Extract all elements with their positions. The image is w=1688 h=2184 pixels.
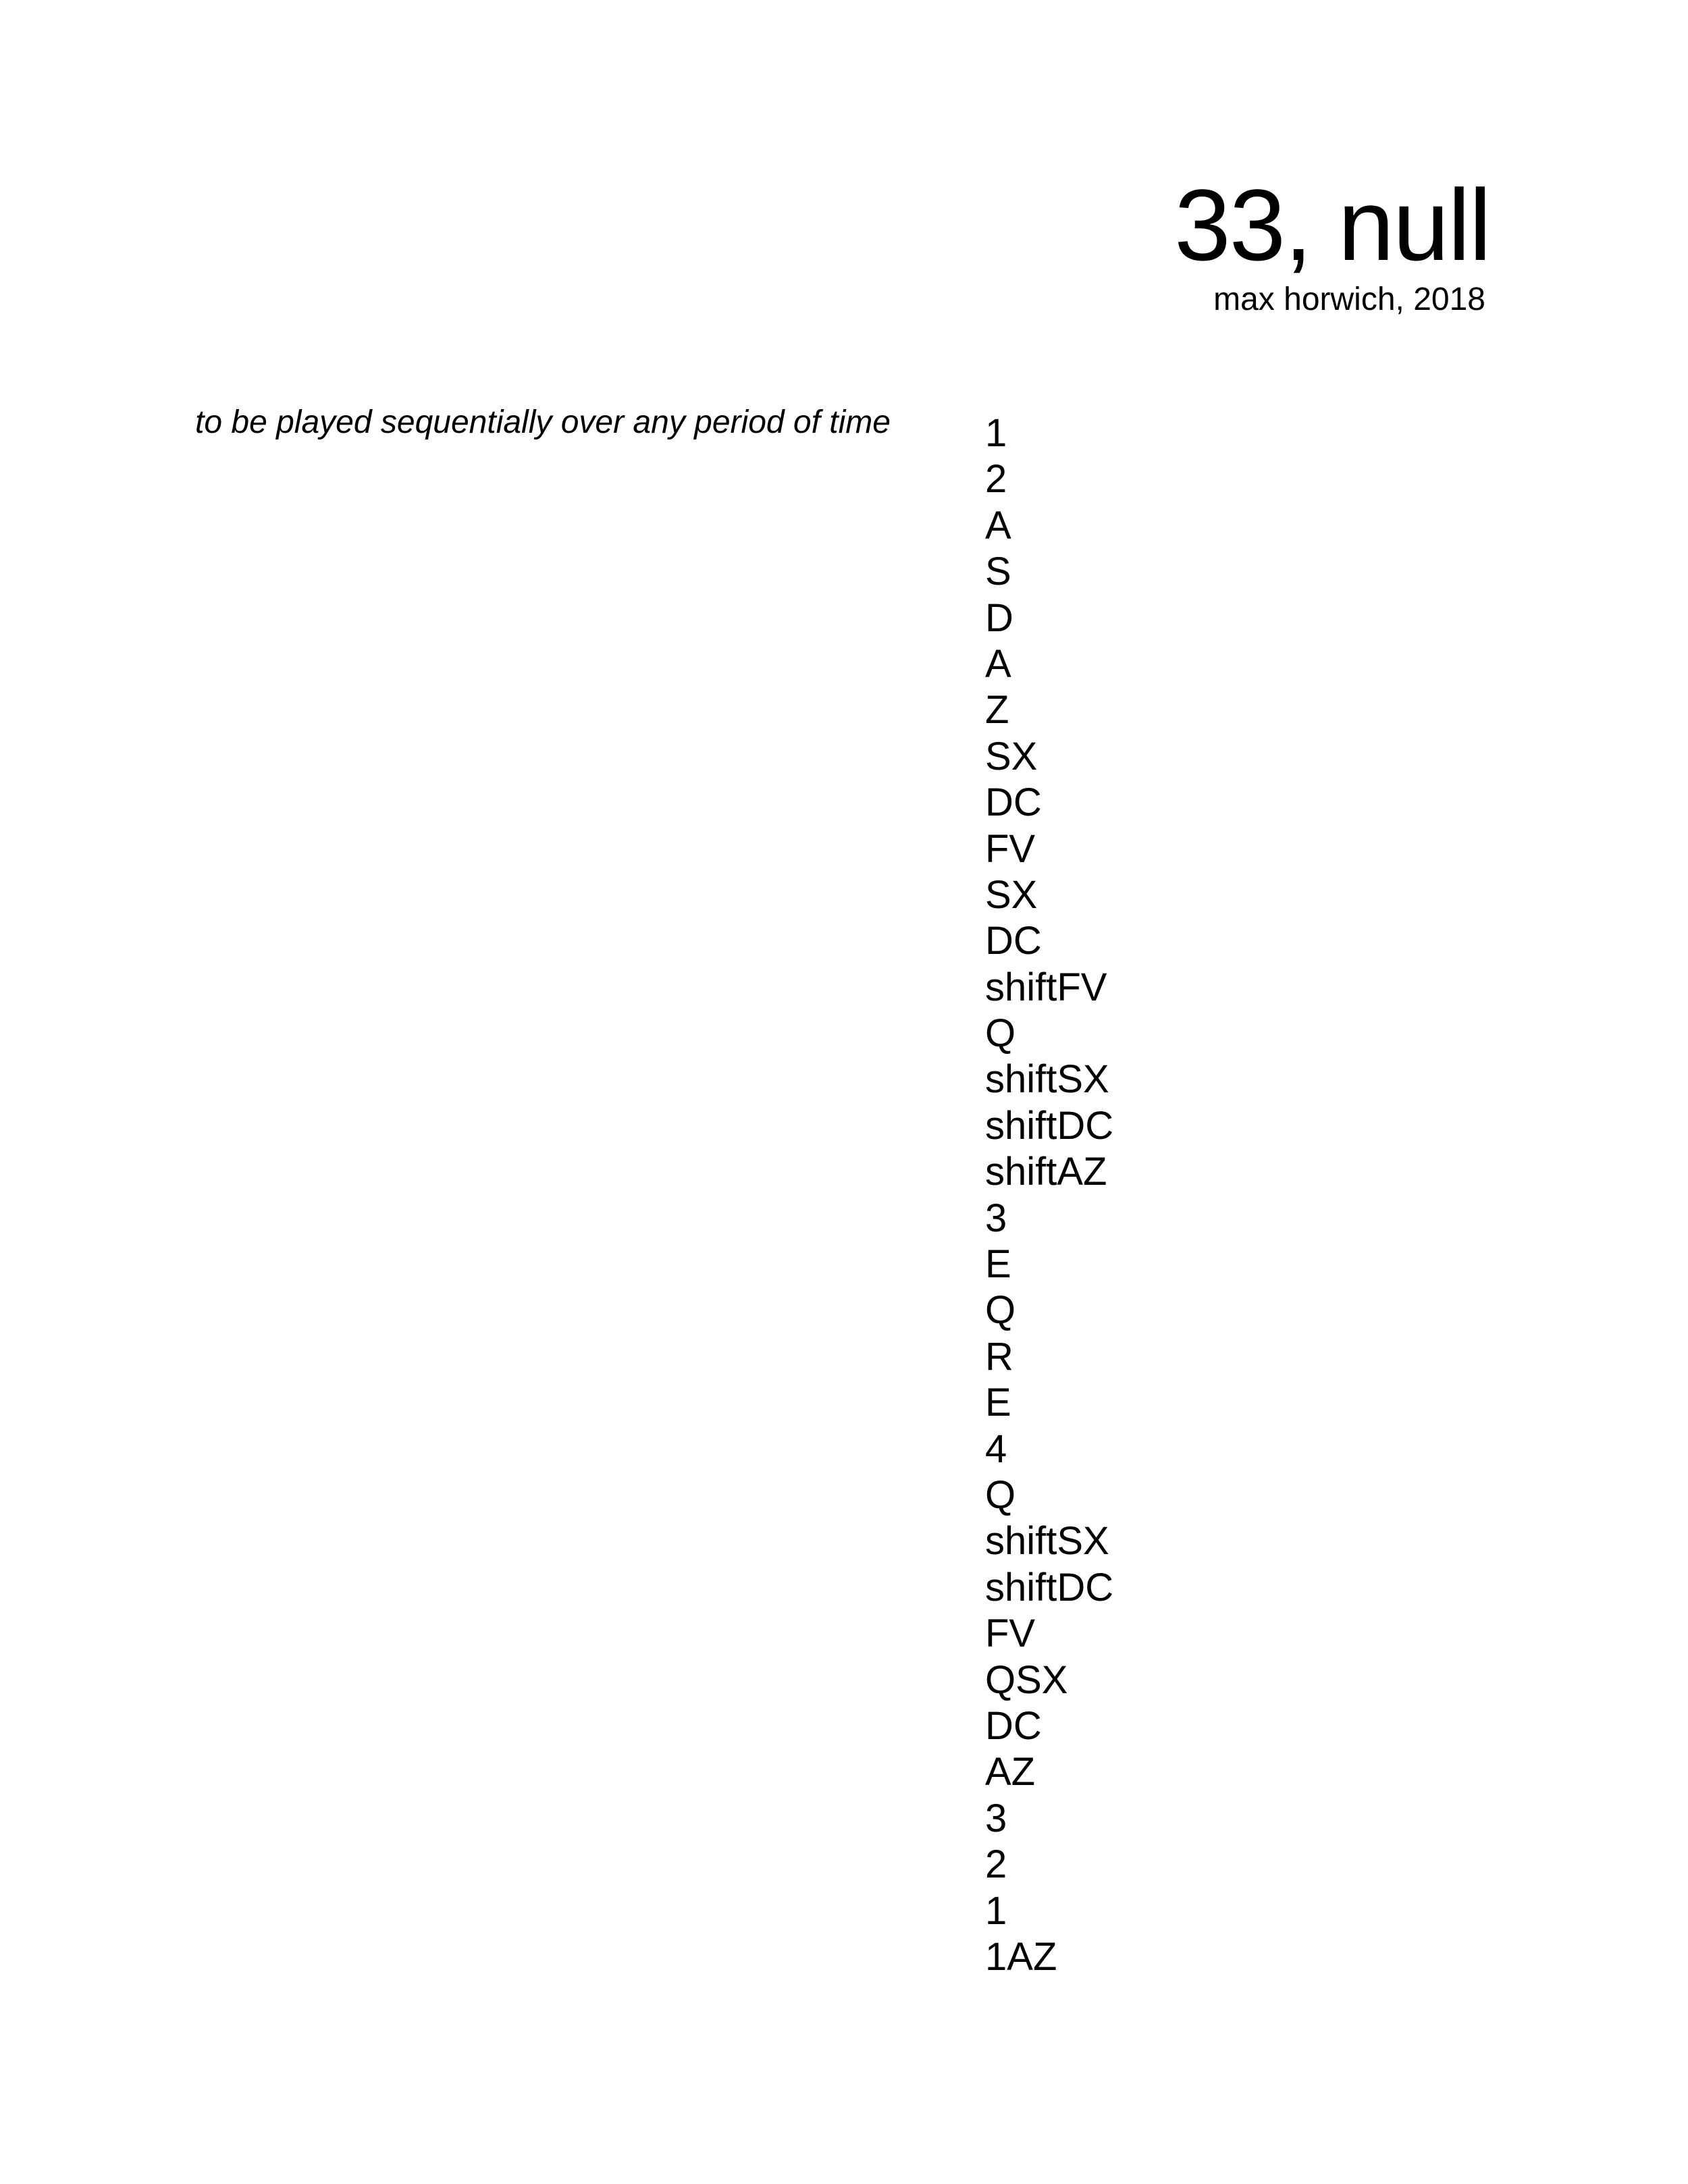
sequence-item: FV (985, 826, 1036, 871)
sequence-item: DC (985, 1703, 1042, 1748)
key-sequence-list (985, 410, 1113, 1980)
sequence-item: shiftDC (985, 1565, 1114, 1609)
sequence-item: Q (985, 1288, 1016, 1333)
sequence-item: shiftFV (985, 965, 1107, 1009)
sequence-item: AZ (985, 1750, 1036, 1794)
sequence-item: S (985, 550, 1011, 594)
sequence-item: 1AZ (985, 1934, 1057, 1979)
sequence-item: E (985, 1381, 1011, 1425)
sequence-item: Q (985, 1472, 1016, 1517)
sequence-item: Q (985, 1011, 1016, 1056)
composer-byline: max horwich, 2018 (1213, 282, 1485, 317)
sequence-item: shiftAZ (985, 1150, 1107, 1194)
sequence-item: SX (985, 872, 1038, 917)
sequence-item: DC (985, 919, 1042, 963)
sequence-item: D (985, 595, 1013, 640)
sequence-item: SX (985, 734, 1038, 778)
piece-title: 33, null (1174, 168, 1490, 282)
sequence-item: shiftSX (985, 1519, 1109, 1564)
sequence-item: QSX (985, 1657, 1068, 1702)
sequence-item: 2 (985, 457, 1007, 502)
sequence-item: Z (985, 688, 1009, 733)
sequence-item: shiftSX (985, 1057, 1109, 1102)
sequence-item: shiftDC (985, 1103, 1114, 1148)
sequence-item: 3 (985, 1196, 1007, 1240)
sequence-item: 1 (985, 411, 1007, 455)
sequence-item: 3 (985, 1796, 1007, 1840)
sequence-item: FV (985, 1612, 1036, 1656)
sequence-item: R (985, 1334, 1013, 1379)
sequence-item: DC (985, 780, 1042, 825)
performance-instruction: to be played sequentially over any period of time (195, 404, 891, 440)
sequence-item: 1 (985, 1888, 1007, 1933)
sequence-item: A (985, 641, 1011, 686)
sequence-item: E (985, 1242, 1011, 1287)
sequence-item: A (985, 503, 1011, 548)
sequence-item: 2 (985, 1842, 1007, 1887)
sequence-item: 4 (985, 1427, 1007, 1471)
